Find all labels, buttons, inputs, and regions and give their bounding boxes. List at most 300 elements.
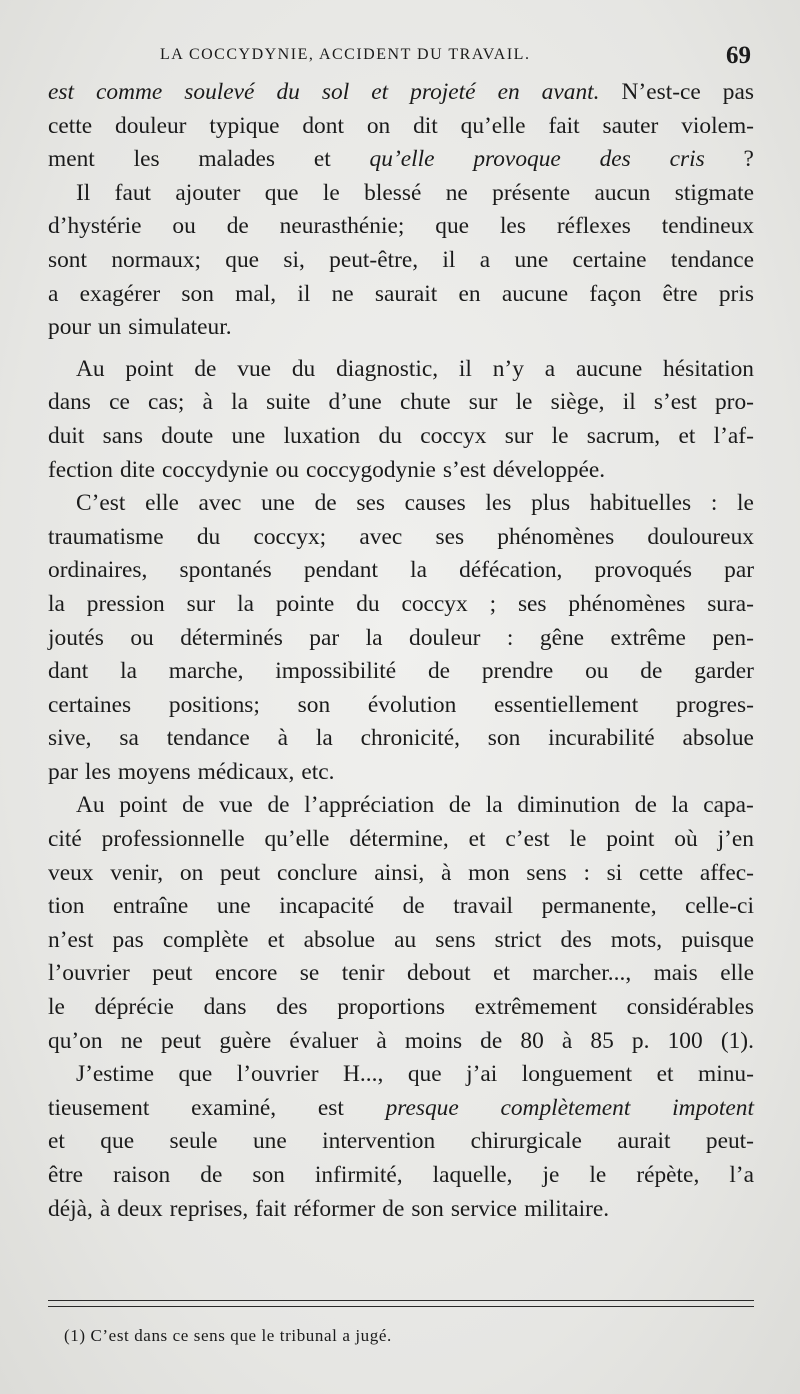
word: avant. [541, 79, 600, 105]
word: normaux; [111, 246, 201, 273]
word: une [216, 893, 251, 920]
word: un [97, 314, 122, 341]
word: impotent [672, 1094, 754, 1121]
word: il [458, 355, 472, 382]
word: sauter [602, 112, 659, 139]
word: Il [76, 179, 91, 206]
word: 85 [590, 1027, 614, 1054]
text-line [48, 789, 754, 823]
word: moins [404, 1027, 463, 1054]
word: H..., [343, 1061, 384, 1088]
word: dans [203, 994, 247, 1021]
word: point [606, 826, 655, 853]
word: douloureux [647, 523, 754, 550]
running-title: LA COCCYDYNIE, ACCIDENT DU TRAVAIL. [160, 46, 531, 63]
word: provoque [473, 146, 561, 173]
word: aucune [501, 280, 569, 307]
word: minu- [698, 1061, 754, 1088]
word: mon [468, 859, 510, 886]
word: faut [114, 179, 152, 206]
word: par [48, 758, 78, 785]
word: du [291, 355, 316, 382]
text-line [48, 210, 754, 244]
word: du [196, 523, 221, 550]
word: chute [399, 389, 451, 416]
word: laquelle, [432, 1162, 513, 1188]
word: diminution [517, 792, 621, 819]
word: pro- [714, 389, 754, 416]
word: à [561, 1027, 573, 1054]
word: conclure [277, 859, 358, 886]
word: duit [48, 422, 85, 449]
word: est [317, 1094, 344, 1121]
word: moyens [117, 758, 191, 785]
word: typique [209, 112, 280, 139]
word: et [678, 422, 696, 449]
word: cette [48, 112, 93, 139]
word: entraîne [112, 893, 189, 920]
word: positions; [168, 691, 260, 718]
word: son [411, 1195, 444, 1222]
word: point [119, 792, 168, 819]
word: coccydynie [162, 456, 269, 483]
text-line [48, 857, 754, 891]
word: pour [48, 314, 91, 341]
word: venir, [110, 859, 164, 886]
word: debout [407, 960, 471, 987]
word: Au [76, 792, 105, 819]
word: pas [112, 926, 144, 953]
word: peut [220, 859, 261, 886]
word: qu’elle [460, 112, 526, 139]
word: aurait [617, 1128, 671, 1155]
word: l’appréciation [304, 792, 435, 819]
word: la [365, 624, 383, 651]
word: absolue [682, 725, 754, 752]
text-line [48, 177, 754, 211]
word: j’en [717, 826, 754, 853]
word: la [485, 792, 503, 819]
word: une [261, 490, 295, 517]
page-header [0, 42, 800, 76]
word: cas; [148, 389, 185, 416]
word: Au [76, 355, 105, 382]
word: une [231, 422, 266, 449]
word: chirurgicale [470, 1128, 582, 1155]
word: être [48, 1162, 84, 1188]
word: de [402, 893, 425, 920]
word: phénomènes [497, 523, 615, 550]
word: pression [86, 590, 165, 617]
word: impossibilité [275, 658, 397, 685]
word: sans [102, 422, 143, 449]
word: sur [468, 389, 498, 416]
word: la [237, 590, 254, 617]
word: les [485, 490, 512, 517]
word: c’est [505, 826, 550, 853]
word: comme [96, 79, 163, 105]
word: professionnelle [101, 826, 245, 853]
word: que [178, 1061, 213, 1088]
word: de [267, 792, 290, 819]
text-line [48, 588, 754, 622]
word: saurait [374, 280, 438, 307]
word: gêne [539, 624, 585, 651]
word: le [551, 422, 569, 449]
word: et [313, 146, 331, 173]
word: provoqués [594, 557, 692, 584]
word: dant [48, 658, 89, 685]
word: ainsi, [374, 859, 425, 886]
word: réflexes [556, 213, 631, 240]
word: de [200, 1162, 223, 1188]
word: sa [119, 725, 139, 752]
word: par [309, 624, 340, 651]
word: dit [413, 112, 438, 139]
word: chronicité, [360, 725, 460, 752]
word: que [435, 213, 470, 240]
word: sura- [707, 590, 754, 617]
text-line [48, 991, 754, 1025]
word: dans [48, 389, 91, 416]
word: plus [531, 490, 571, 517]
word: qu’elle [369, 146, 435, 173]
word: doute [161, 422, 214, 449]
word: d’hystérie [48, 213, 142, 240]
word: peut- [705, 1128, 754, 1155]
word: celle-ci [685, 893, 754, 920]
word: ou [275, 456, 299, 483]
word: extrêmement [474, 994, 597, 1021]
word: de [194, 355, 217, 382]
word: douleur [409, 624, 481, 651]
word: les [84, 758, 111, 785]
text-line [48, 76, 754, 110]
text-line [48, 454, 754, 488]
word: complète [162, 926, 249, 953]
word: prendre [481, 658, 554, 685]
word: coccyx [420, 422, 487, 449]
word: ses [356, 490, 385, 517]
word: complètement [500, 1094, 631, 1121]
word: avec [359, 523, 403, 550]
word: la [410, 557, 427, 584]
word: il [297, 280, 311, 307]
word: examiné, [191, 1094, 277, 1121]
text-line [48, 1058, 754, 1092]
word: phénomènes [568, 590, 686, 617]
word: ajouter [175, 179, 241, 206]
word: sens [435, 926, 476, 953]
word: blessé [364, 179, 422, 206]
word: pas [722, 79, 754, 105]
word: au [394, 926, 417, 953]
word: sur [186, 590, 216, 617]
word: cette [638, 859, 684, 886]
word: de [640, 658, 663, 685]
text-line [48, 521, 754, 555]
word: s’est [653, 389, 697, 416]
word: extrême [610, 624, 686, 651]
word: fection [48, 456, 113, 483]
word: je [542, 1162, 560, 1188]
word: est [48, 79, 74, 105]
word: cité [48, 826, 82, 853]
text-line [48, 244, 754, 278]
text-line [48, 957, 754, 991]
word: l’a [729, 1162, 754, 1188]
word: veux [48, 859, 94, 886]
footnote-rule-top [48, 1300, 754, 1301]
word: et [468, 826, 486, 853]
word: a [479, 246, 491, 273]
word: pendant [303, 557, 378, 584]
word: projeté [410, 79, 476, 105]
word: : [506, 624, 514, 651]
word: ? [743, 146, 754, 173]
body-text [48, 76, 754, 1226]
word: deux [117, 1195, 163, 1222]
word: coccygodynie [305, 456, 436, 483]
word: déjà, [48, 1195, 93, 1222]
word: mais [653, 960, 698, 987]
word: coccyx [401, 590, 468, 617]
word: des [276, 994, 308, 1021]
word: luxation [283, 422, 361, 449]
word: de [427, 658, 451, 685]
word: tenir [341, 960, 385, 987]
word: à [441, 859, 452, 886]
word: intervention [322, 1128, 436, 1155]
word: et [656, 1061, 674, 1088]
word: n’est [48, 926, 94, 953]
word: marcher..., [532, 960, 632, 987]
text-line [48, 1025, 754, 1059]
word: on [366, 112, 391, 139]
text-line [48, 1125, 754, 1159]
word: son [252, 1162, 285, 1188]
word: être [662, 280, 698, 307]
text-line [48, 353, 754, 387]
word: malades [198, 146, 276, 173]
word: la [231, 389, 248, 416]
word: considérables [626, 994, 754, 1021]
word: traumatisme [48, 523, 164, 550]
word: il [622, 389, 636, 416]
word: : [710, 490, 718, 517]
word: point [125, 355, 174, 382]
word: le [322, 179, 340, 206]
word: de [182, 792, 205, 819]
word: soulevé [184, 79, 255, 105]
word: tion [48, 893, 85, 920]
word: déprécie [94, 994, 174, 1021]
word: causes [404, 490, 466, 517]
word: l’af- [713, 422, 754, 449]
word: ses [435, 523, 465, 550]
text-line [48, 756, 754, 790]
word: infirmité, [314, 1162, 403, 1188]
word: j’ai [466, 1061, 498, 1088]
word: (1). [720, 1027, 754, 1054]
word: 80 [520, 1027, 544, 1054]
word: dite [119, 456, 156, 483]
word: hésitation [663, 355, 754, 382]
word: peut [160, 1027, 202, 1054]
word: n’y [492, 355, 524, 382]
word: ou [172, 213, 196, 240]
word: du [378, 422, 402, 449]
word: s’est [442, 456, 486, 483]
word: la [671, 792, 689, 819]
word: fait [255, 1195, 287, 1222]
word: à [99, 1195, 111, 1222]
word: sacrum, [586, 422, 661, 449]
word: des [599, 146, 631, 173]
word: par [724, 557, 754, 584]
text-line [48, 278, 754, 312]
word: encore [215, 960, 278, 987]
word: 100 [667, 1027, 703, 1054]
text-line [48, 311, 754, 345]
word: violem- [681, 112, 754, 139]
word: douleur [115, 112, 187, 139]
word: travail [453, 893, 514, 920]
word: de [448, 792, 471, 819]
word: qu’elle [264, 826, 330, 853]
word: l’ouvrier [48, 960, 130, 987]
word: et [48, 1128, 65, 1155]
text-line [48, 689, 754, 723]
word: son [297, 691, 331, 718]
word: simulateur. [128, 314, 232, 341]
word: ne [120, 1027, 143, 1054]
word: vue [237, 355, 272, 382]
word: qu’on [48, 1027, 103, 1054]
word: à [277, 725, 289, 752]
word: détermine, [349, 826, 449, 853]
footnote-rule-bottom [48, 1306, 754, 1307]
word: de [382, 1195, 405, 1222]
word: son [181, 280, 214, 307]
word: sens [526, 859, 567, 886]
word: etc. [301, 758, 335, 785]
word: certaine [572, 246, 647, 273]
text-line [48, 924, 754, 958]
word: ne [331, 280, 354, 307]
word: tendance [670, 246, 754, 273]
word: proportions [337, 994, 446, 1021]
word: neurasthénie; [279, 213, 405, 240]
text-line [48, 890, 754, 924]
word: mal, [235, 280, 277, 307]
page-number: 69 [726, 42, 751, 69]
word: que [407, 1061, 442, 1088]
text-line [48, 1092, 754, 1126]
text-line [48, 487, 754, 521]
word: l’ouvrier [236, 1061, 319, 1088]
footnote: (1) C’est dans ce sens que le tribunal a jugé. [64, 1326, 392, 1345]
word: son [487, 725, 521, 752]
text-line [48, 655, 754, 689]
text-line [48, 110, 754, 144]
text-line [48, 1159, 754, 1193]
word: que [100, 1128, 135, 1155]
word: ; [489, 590, 497, 617]
word: absolue [303, 926, 376, 953]
word: sur [504, 422, 534, 449]
word: évolution [367, 691, 457, 718]
word: habituelles [589, 490, 692, 517]
word: tendance [166, 725, 250, 752]
word: : [583, 859, 590, 886]
word: à [376, 1027, 387, 1054]
word: défécation, [459, 557, 563, 584]
word: le [515, 389, 533, 416]
word: présente [492, 179, 571, 206]
word: que [264, 179, 299, 206]
text-line [48, 823, 754, 857]
word: suite [266, 389, 311, 416]
word: guère [219, 1027, 272, 1054]
text-line [48, 386, 754, 420]
word: le [569, 826, 587, 853]
word: peut [152, 960, 193, 987]
word: de [314, 490, 337, 517]
word: siège, [550, 389, 605, 416]
word: et [493, 960, 511, 987]
word: ses [517, 590, 547, 617]
word: presque [385, 1094, 459, 1121]
word: essentiellement [494, 691, 639, 718]
word: la [48, 590, 65, 617]
word: à [202, 389, 213, 416]
word: mots, [610, 926, 663, 953]
word: pointe [275, 590, 335, 617]
word: J’estime [76, 1061, 154, 1088]
word: longuement [521, 1061, 633, 1088]
word: seule [169, 1128, 218, 1155]
word: certaines [48, 691, 132, 718]
word: ment [48, 146, 95, 173]
word: service [450, 1195, 518, 1222]
word: et [371, 79, 389, 105]
word: peut-être, [329, 246, 419, 273]
word: stigmate [674, 179, 754, 206]
word: pen- [712, 624, 754, 651]
word: pris [718, 280, 754, 307]
word: garder [694, 658, 754, 685]
word: incapacité [279, 893, 375, 920]
word: se [299, 960, 320, 987]
text-line [48, 420, 754, 454]
word: fait [548, 112, 580, 139]
word: C’est [76, 490, 126, 517]
word: évaluer [289, 1027, 359, 1054]
word: façon [589, 280, 642, 307]
word: cris [669, 146, 705, 173]
word: de [226, 213, 249, 240]
word: si, [283, 246, 305, 273]
word: puisque [681, 926, 754, 953]
word: militaire. [524, 1195, 610, 1222]
word: aucune [575, 355, 643, 382]
word: de [480, 1027, 503, 1054]
word: ou [585, 658, 609, 685]
word: la [315, 725, 333, 752]
text-line [48, 554, 754, 588]
word: joutés [48, 624, 104, 651]
